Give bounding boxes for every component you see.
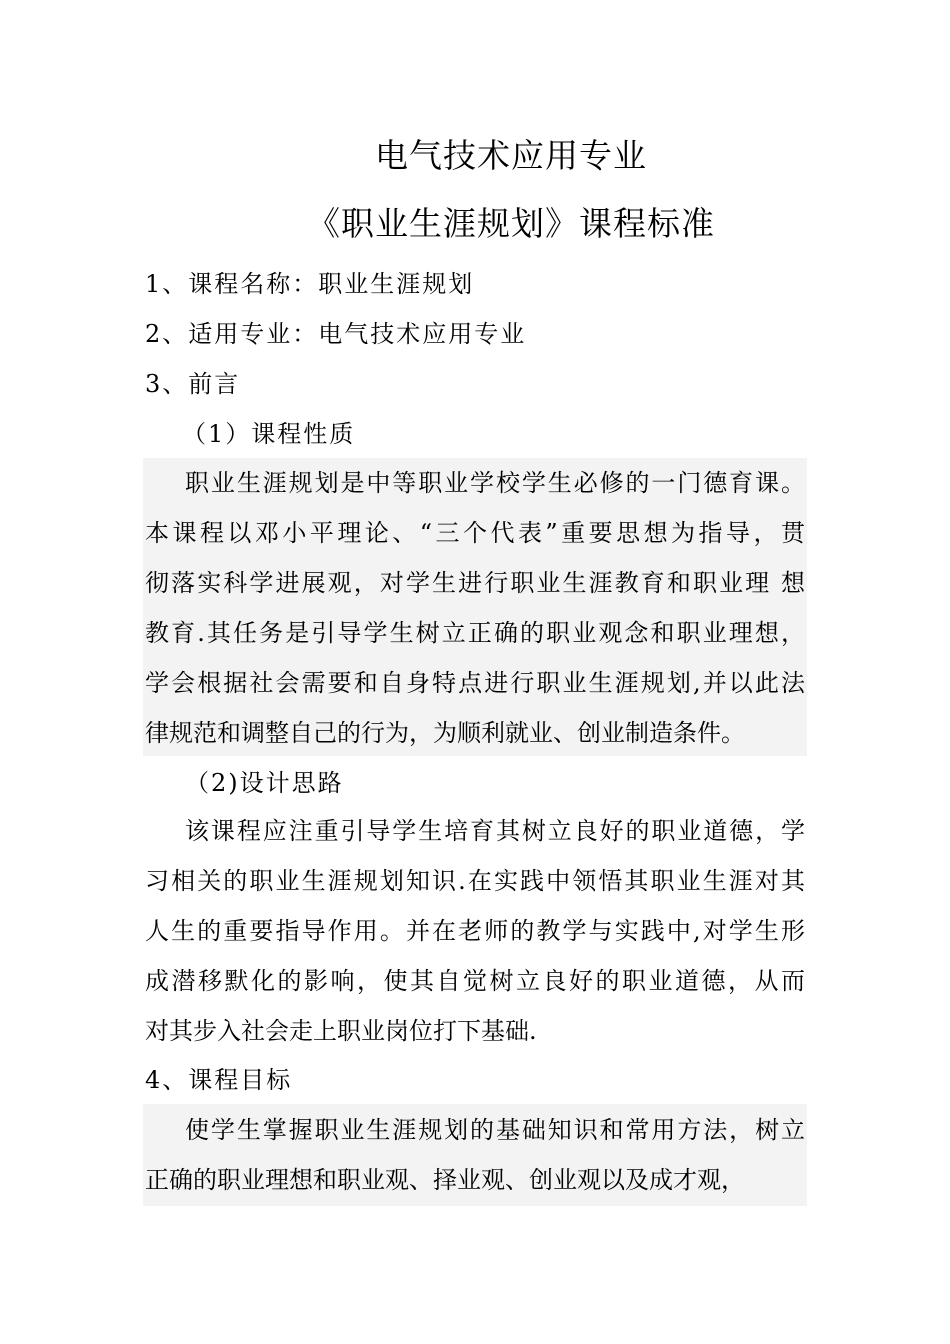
document-title-line-1: 电气技术应用专业 bbox=[375, 136, 647, 175]
paragraph-line: 成潜移默化的影响，使其自觉树立良好的职业道德，从而 bbox=[145, 967, 805, 995]
paragraph-line: 习相关的职业生涯规划知识.在实践中领悟其职业生涯对其 bbox=[145, 867, 805, 895]
course-name-item: 1、课程名称：职业生涯规划 bbox=[145, 270, 475, 298]
paragraph-line: 使学生掌握职业生涯规划的基础知识和常用方法，树立 bbox=[185, 1116, 805, 1144]
paragraph-line: 教育.其任务是引导学生树立正确的职业观念和职业理想， bbox=[145, 619, 805, 647]
paragraph-line: 学会根据社会需要和自身特点进行职业生涯规划,并以此法 bbox=[145, 669, 805, 697]
paragraph-line: 正确的职业理想和职业观、择业观、创业观以及成才观， bbox=[145, 1166, 745, 1194]
paragraph-line: 对其步入社会走上职业岗位打下基础. bbox=[145, 1017, 537, 1045]
applicable-major-item: 2、适用专业：电气技术应用专业 bbox=[145, 320, 527, 348]
course-goal-heading: 4、课程目标 bbox=[145, 1066, 293, 1094]
paragraph-line: 该课程应注重引导学生培育其树立良好的职业道德，学 bbox=[185, 817, 805, 845]
paragraph-line: 本课程以邓小平理论、“三个代表”重要思想为指导，贯 bbox=[145, 519, 805, 547]
paragraph-line: 彻落实科学进展观，对学生进行职业生涯教育和职业理 想 bbox=[145, 569, 805, 597]
design-idea-heading: （2)设计思路 bbox=[185, 769, 344, 797]
paragraph-line: 律规范和调整自己的行为，为顺利就业、创业制造条件。 bbox=[145, 719, 745, 747]
paragraph-line: 职业生涯规划是中等职业学校学生必修的一门德育课。 bbox=[185, 469, 805, 497]
course-nature-shading bbox=[143, 458, 807, 756]
course-nature-heading: （1）课程性质 bbox=[182, 420, 356, 448]
paragraph-line: 人生的重要指导作用。并在老师的教学与实践中,对学生形 bbox=[145, 917, 805, 945]
document-title-line-2: 《职业生涯规划》课程标准 bbox=[307, 204, 715, 243]
preface-heading: 3、前言 bbox=[145, 370, 241, 398]
